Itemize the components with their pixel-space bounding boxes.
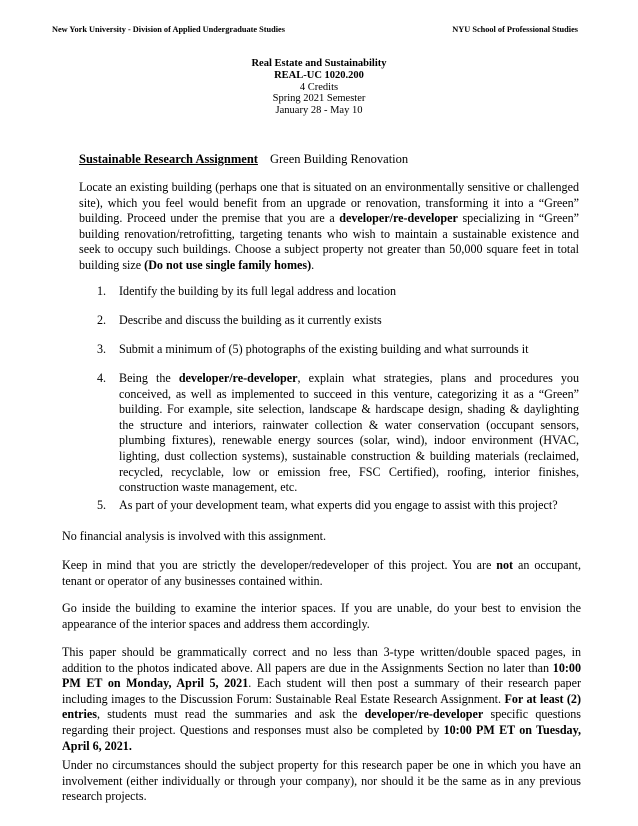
paper-text-1: This paper should be grammatically correct and no less than 3-type written/double spaced pages, in addition to the photos indicated above. All papers are due in the Assignments Section no later than — [62, 645, 581, 675]
paper-text-4: specific questions regarding their project. Questions and responses must also be completed by — [62, 707, 582, 737]
keep-text-2: an occupant, tenant or operator of any businesses contained within. — [62, 558, 582, 588]
paper-text-2: . Each student will then post a summary of their research paper including images to the Discussion Forum: Sustainable Real Estate Research Assignment. — [62, 676, 581, 706]
paper-bold-2: For at least (2) entries — [62, 691, 582, 722]
intro-bold-2: (Do not use single family homes) — [144, 257, 312, 272]
keep-bold-1: not — [496, 558, 514, 572]
intro-text-1: Locate an existing building (perhaps one that is situated on an environmentally sensitive or challenged site), which you feel would benefit from an upgrade or renovation, transforming it into a “Green” building. Proceed under the premise that you are a — [79, 180, 579, 226]
list-number: 1. — [97, 284, 107, 298]
course-code: REAL-UC 1020.200 — [274, 69, 364, 81]
list-number: 5. — [97, 498, 107, 512]
assignment-heading — [79, 152, 408, 167]
list-text: Submit a minimum of (5) photographs of the existing building and what surrounds it — [119, 342, 529, 356]
intro-text-3: . — [311, 257, 315, 272]
header-school: NYU School of Professional Studies — [452, 25, 578, 34]
financial-paragraph: No financial analysis is involved with this assignment. — [62, 529, 327, 543]
list-text: Describe and discuss the building as it currently exists — [119, 313, 382, 327]
paper-requirements-paragraph — [62, 645, 581, 754]
paper-text-3: , students must read the summaries and ask the — [96, 707, 365, 722]
paper-bold-4: 10:00 PM ET on Tuesday, April 6, 2021. — [62, 722, 581, 753]
list-number: 2. — [97, 313, 107, 327]
header-institution: New York University - Division of Applied Undergraduate Studies — [52, 25, 285, 34]
assignment-label: Sustainable Research Assignment — [79, 152, 258, 166]
paper-bold-3: developer/re-developer — [364, 707, 484, 722]
list-text-part: Being the — [119, 371, 179, 385]
intro-text-2: specializing in “Green” building renovation/retrofitting, targeting tenants who wish to maintain a sustainable existence and seek to occupy such buildings. Choose a subject property not greater than 50,000 square feet in total building size — [79, 211, 579, 272]
circumstances-paragraph: Under no circumstances should the subject property for this research paper be one in which you have an involvement (either individually or through your company), nor should it be the same as in any previous research projects. — [62, 758, 581, 804]
paper-bold-1: 10:00 PM ET on Monday, April 5, 2021 — [62, 660, 581, 691]
list-bold-part: developer/re-developer — [178, 371, 298, 385]
course-title: Real Estate and Sustainability — [251, 58, 387, 69]
keep-in-mind-paragraph — [62, 558, 581, 589]
intro-paragraph — [79, 180, 579, 274]
list-number: 3. — [97, 342, 107, 356]
intro-bold-1: developer/re-developer — [339, 211, 458, 226]
list-text: Identify the building by its full legal address and location — [119, 284, 397, 298]
course-dates: January 28 - May 10 — [275, 105, 363, 117]
course-info — [0, 58, 638, 117]
list-number: 4. — [97, 371, 107, 385]
course-credits: 4 Credits — [299, 81, 339, 93]
course-semester: Spring 2021 Semester — [272, 93, 366, 105]
list-text-part: , explain what strategies, plans and procedures you conceived, as well as implemented to succeed in this venture, categorizing it as a “Green” building. For example, site selection, landscape & hardscape design, shading & daylighting the structure and interiors, rainwater collection & water conservation (occupant sensors, plumbing fixtures), renewable energy sources (solar, wind), indoor environment (HVAC, lighting, dust collection systems), sustainable construction & building materials (reclaimed, recycled, recyclable, low or emission free, FSC Certified), roofing, interior finishes, construction waste management, etc. — [119, 371, 579, 495]
assignment-topic: Green Building Renovation — [269, 152, 409, 166]
list-text — [119, 371, 579, 496]
inside-building-paragraph: Go inside the building to examine the interior spaces. If you are unable, do your best to envision the appearance of the interior spaces and address them accordingly. — [62, 601, 581, 631]
keep-text-1: Keep in mind that you are strictly the developer/redeveloper of this project. You are — [62, 558, 497, 572]
list-text: As part of your development team, what experts did you engage to assist with this project? — [119, 498, 558, 512]
